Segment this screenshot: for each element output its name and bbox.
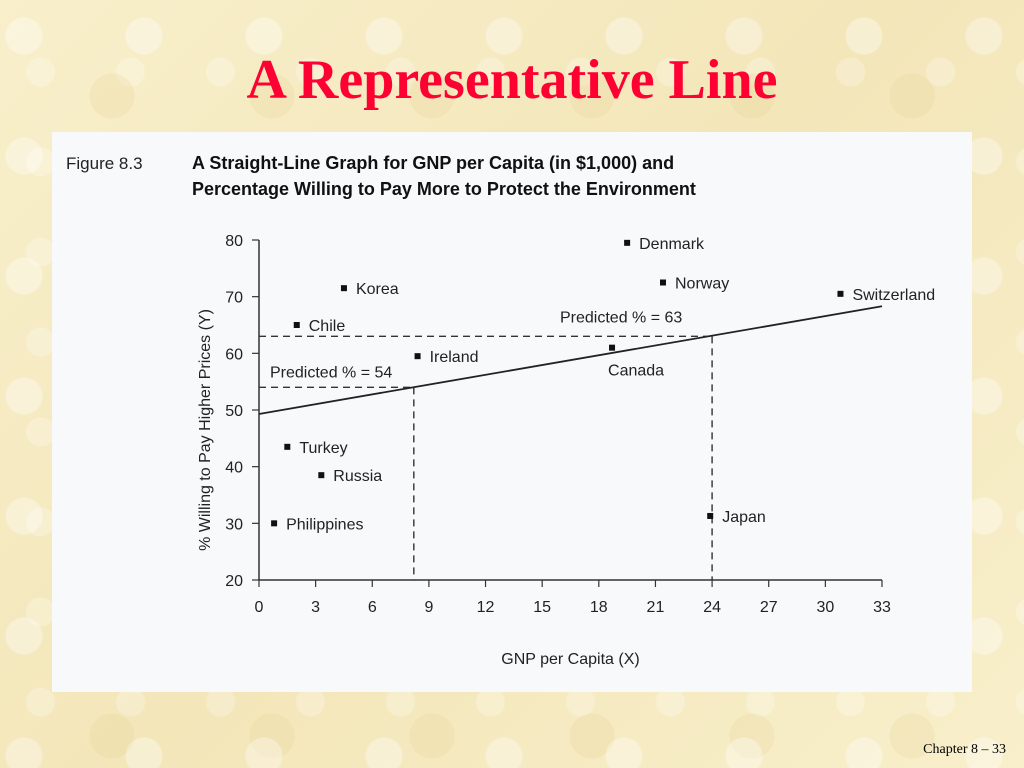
figure-panel	[52, 132, 972, 692]
x-tick-label: 18	[589, 599, 608, 616]
figure-title-line-2: Percentage Willing to Pay More to Protect the Environment	[192, 179, 696, 199]
y-tick-label: 30	[225, 516, 243, 534]
point-label: Canada	[608, 362, 665, 380]
point-label: Ireland	[429, 349, 479, 367]
y-tick-label: 40	[225, 459, 243, 477]
data-point	[660, 280, 666, 286]
point-label: Turkey	[299, 439, 348, 457]
data-point	[609, 345, 615, 351]
y-tick-label: 60	[225, 346, 243, 364]
point-label: Switzerland	[852, 286, 936, 304]
x-tick-label: 30	[816, 599, 835, 616]
x-tick-label: 21	[646, 599, 665, 616]
point-label: Denmark	[639, 235, 705, 253]
y-tick-label: 80	[225, 233, 243, 250]
slide-footer: Chapter 8 – 33	[923, 742, 1006, 757]
prediction-label: Predicted % = 54	[270, 364, 393, 382]
data-point	[707, 513, 713, 519]
data-point	[341, 285, 347, 291]
x-tick-label: 3	[311, 599, 321, 616]
y-tick-label: 70	[225, 289, 243, 307]
x-tick-label: 24	[703, 599, 721, 616]
x-tick-label: 15	[533, 599, 552, 616]
point-label: Philippines	[286, 516, 364, 534]
x-tick-label: 27	[759, 599, 778, 616]
data-point	[284, 444, 290, 450]
data-point	[624, 240, 630, 246]
y-tick-label: 50	[225, 403, 243, 420]
x-tick-label: 33	[873, 599, 891, 616]
x-axis-label: GNP per Capita (X)	[501, 651, 640, 668]
figure-title-line-1: A Straight-Line Graph for GNP per Capita (in $1,000) and	[192, 153, 675, 173]
point-label: Japan	[722, 508, 766, 526]
point-label: Chile	[308, 318, 346, 335]
y-tick-label: 20	[225, 573, 243, 590]
x-tick-label: 0	[254, 599, 264, 616]
figure-label: Figure 8.3	[66, 154, 143, 173]
point-label: Russia	[333, 468, 383, 486]
x-tick-label: 9	[424, 599, 434, 616]
prediction-label: Predicted % = 63	[560, 309, 683, 327]
x-tick-label: 12	[476, 599, 495, 616]
data-point	[271, 520, 277, 526]
slide-title: A Representative Line	[246, 49, 778, 111]
data-point	[837, 291, 843, 297]
y-axis-label: % Willing to Pay Higher Prices (Y)	[197, 309, 214, 551]
point-label: Norway	[675, 275, 730, 293]
data-point	[318, 472, 324, 478]
data-point	[415, 353, 421, 359]
data-point	[294, 322, 300, 328]
x-tick-label: 6	[367, 599, 377, 616]
scatter-chart	[52, 132, 972, 692]
point-label: Korea	[355, 281, 399, 299]
